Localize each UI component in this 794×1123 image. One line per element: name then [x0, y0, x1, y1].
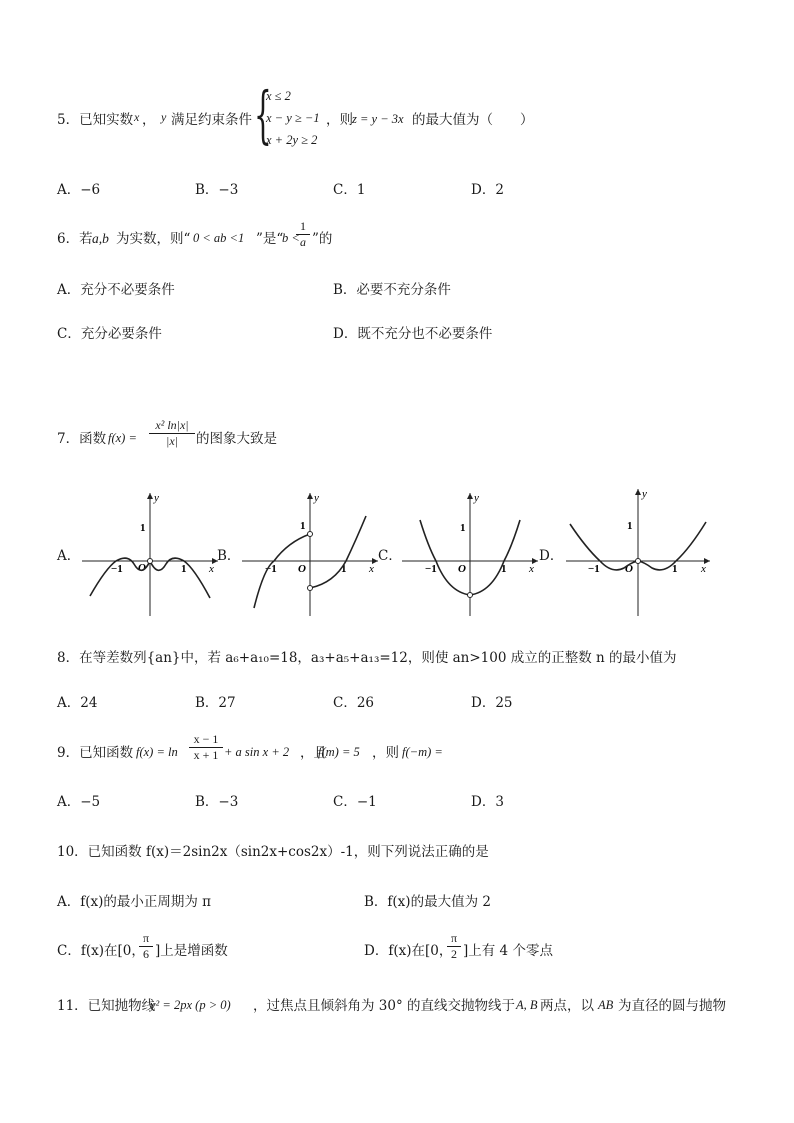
svg-text:1: 1	[627, 520, 633, 532]
q7-graph-b[interactable]	[238, 488, 383, 620]
q9-option-d[interactable]: D．3	[471, 794, 504, 810]
q9-then: ，则	[372, 745, 399, 761]
q7-fx: f(x) =	[108, 431, 137, 445]
q5-var-x: x	[134, 110, 140, 124]
q11-seg: AB	[598, 998, 614, 1012]
q5-then: ，则	[326, 112, 353, 128]
q7-graph-d[interactable]	[562, 484, 714, 620]
q8-option-b[interactable]: B．27	[195, 695, 236, 711]
q9-cond: f(m) = 5	[318, 745, 360, 759]
q10-c-frac-den: 6	[143, 947, 149, 961]
svg-text:−1: −1	[111, 563, 123, 575]
svg-text:1: 1	[460, 522, 466, 534]
q10-option-d-pre: D．f(x)在[0，	[364, 943, 453, 959]
svg-text:1: 1	[341, 563, 347, 575]
q6-frac-den: a	[300, 235, 306, 249]
q7-option-d-label[interactable]: D．	[539, 548, 564, 564]
q10-option-d-fraction	[447, 931, 461, 962]
q10-option-c-fraction	[139, 931, 153, 962]
svg-text:x: x	[369, 563, 374, 575]
q8-option-d[interactable]: D．25	[471, 695, 513, 711]
svg-text:x: x	[209, 563, 214, 575]
q7-graph-a[interactable]	[78, 488, 223, 620]
svg-text:1: 1	[181, 563, 187, 575]
q8-option-c[interactable]: C．26	[333, 695, 375, 711]
q11-mid: ，过焦点且倾斜角为 30° 的直线交抛物线于	[253, 998, 516, 1014]
q6-mid: 为实数，则“	[116, 231, 191, 247]
svg-text:y: y	[642, 488, 647, 500]
q5-sep: ，	[142, 112, 156, 128]
q6-suffix: ”的	[312, 231, 333, 247]
q6-prefix: 6．若	[57, 231, 93, 247]
svg-text:−1: −1	[588, 563, 600, 575]
q10-option-d-post: ]上有 4 个零点	[463, 943, 553, 959]
svg-text:O: O	[625, 563, 633, 575]
q9-fraction	[189, 732, 223, 763]
q11-eq: y² = 2px (p > 0)	[150, 998, 231, 1012]
q5-left-brace: {	[254, 78, 272, 151]
svg-text:O: O	[138, 562, 146, 574]
q5-constraints	[266, 85, 320, 151]
q9-target: f(−m) =	[402, 745, 443, 759]
q7-suffix: 的图象大致是	[196, 431, 277, 447]
q9-frac-num: x − 1	[189, 732, 223, 748]
q11-pts: A, B	[516, 998, 538, 1012]
q6-option-a[interactable]: A．充分不必要条件	[57, 282, 175, 298]
q5-prefix: 5．已知实数	[57, 112, 134, 128]
q5-option-c[interactable]: C．1	[333, 182, 366, 198]
svg-text:y: y	[314, 492, 319, 504]
q6-fraction	[296, 219, 310, 250]
q5-constraint-3: x + 2y ≥ 2	[266, 133, 318, 147]
svg-text:1: 1	[300, 520, 306, 532]
q11-prefix: 11．已知抛物线	[57, 998, 156, 1014]
q9-fx: f(x) = ln	[136, 745, 178, 759]
q7-prefix: 7．函数	[57, 431, 107, 447]
q11-mid2: 两点，以	[540, 998, 594, 1014]
q5-suffix: 的最大值为（ ）	[412, 112, 534, 128]
q9-prefix: 9．已知函数	[57, 745, 134, 761]
svg-text:O: O	[298, 563, 306, 575]
svg-text:y: y	[474, 492, 479, 504]
q7-option-c-label[interactable]: C．	[378, 548, 402, 564]
svg-text:x: x	[529, 563, 534, 575]
q5-cond-text: 满足约束条件	[171, 112, 252, 128]
q10-option-a[interactable]: A．f(x)的最小正周期为 π	[57, 894, 212, 910]
q10-d-frac-num: π	[447, 931, 461, 947]
q6-mid2: ”是“	[256, 231, 284, 247]
q10-d-frac-den: 2	[451, 947, 457, 961]
q7-fraction	[149, 418, 195, 449]
q7-frac-num: x² ln|x|	[149, 418, 195, 434]
q5-option-a[interactable]: A．−6	[57, 182, 101, 198]
q5-constraint-1: x ≤ 2	[266, 89, 291, 103]
q6-frac-num: 1	[296, 219, 310, 235]
q6-option-c[interactable]: C．充分必要条件	[57, 326, 162, 342]
svg-text:−1: −1	[425, 563, 437, 575]
q8-text: 8．在等差数列{an}中，若 a₆+a₁₀=18，a₃+a₅+a₁₃=12，则使 an>100 成立的正整数 n 的最小值为	[57, 650, 677, 666]
q9-option-b[interactable]: B．−3	[195, 794, 239, 810]
svg-text:O: O	[458, 563, 466, 575]
q5-option-d[interactable]: D．2	[471, 182, 504, 198]
q10-option-b[interactable]: B．f(x)的最大值为 2	[364, 894, 491, 910]
q5-constraint-2: x − y ≥ −1	[266, 111, 320, 125]
q8-option-a[interactable]: A．24	[57, 695, 98, 711]
q5-var-y: y	[161, 110, 167, 124]
svg-text:x: x	[701, 563, 706, 575]
q6-cond2-left: b <	[282, 231, 300, 245]
q6-option-d[interactable]: D．既不充分也不必要条件	[333, 326, 493, 342]
q7-option-a-label[interactable]: A．	[57, 548, 81, 564]
q6-cond1: 0 < ab <1	[193, 231, 245, 245]
q5-expr: z = y − 3x	[352, 112, 404, 126]
q9-option-a[interactable]: A．−5	[57, 794, 101, 810]
q10-text: 10．已知函数 f(x)＝2sin2x（sin2x+cos2x）-1，则下列说法正确的是	[57, 844, 489, 860]
q7-frac-den: |x|	[166, 434, 178, 448]
q10-c-frac-num: π	[139, 931, 153, 947]
q10-option-c-post: ]上是增函数	[155, 943, 228, 959]
svg-text:1: 1	[501, 563, 507, 575]
q11-suffix: 为直径的圆与抛物	[618, 998, 726, 1014]
q6-option-b[interactable]: B．必要不充分条件	[333, 282, 451, 298]
q9-mid: ，且	[300, 745, 327, 761]
q7-option-b-label[interactable]: B．	[217, 548, 241, 564]
q9-frac-den: x + 1	[193, 748, 219, 762]
q9-option-c[interactable]: C．−1	[333, 794, 377, 810]
q5-option-b[interactable]: B．−3	[195, 182, 239, 198]
svg-text:1: 1	[672, 563, 678, 575]
q9-rest: + a sin x + 2	[224, 745, 290, 759]
svg-text:y: y	[154, 492, 159, 504]
q10-option-c-pre: C．f(x)在[0，	[57, 943, 145, 959]
svg-text:−1: −1	[265, 563, 277, 575]
q7-graph-c[interactable]	[398, 488, 543, 620]
q6-vars: a,b	[92, 231, 109, 246]
svg-text:1: 1	[140, 522, 146, 534]
